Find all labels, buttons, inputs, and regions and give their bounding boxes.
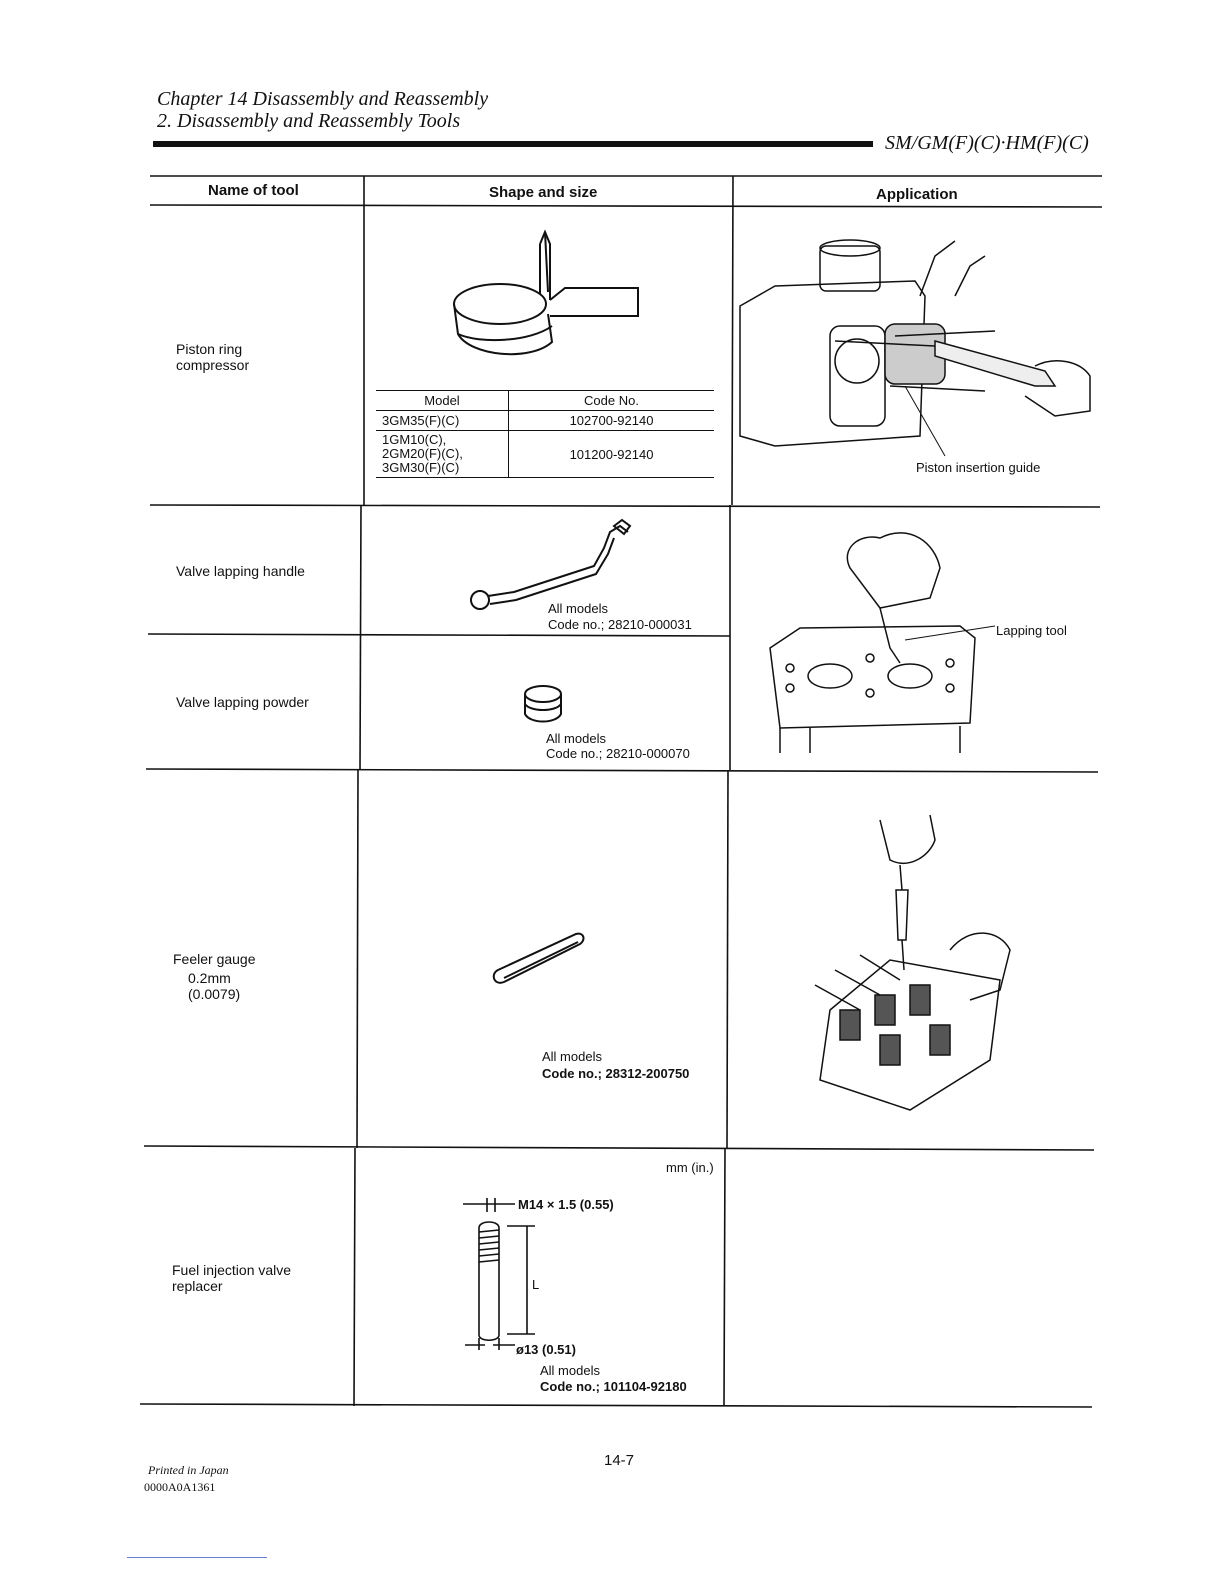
column-header-application: Application xyxy=(876,186,958,203)
fuel-models: All models xyxy=(540,1363,600,1378)
tool-name-valve-lapping-handle: Valve lapping handle xyxy=(176,563,305,579)
unit-label: mm (in.) xyxy=(666,1160,714,1175)
feeler-code: Code no.; 28312-200750 xyxy=(542,1066,690,1081)
model-designation: SM/GM(F)(C)·HM(F)(C) xyxy=(885,132,1089,154)
piston-insertion-illustration xyxy=(735,236,1095,466)
valve-lapping-illustration xyxy=(760,528,1080,758)
printed-in-japan: Printed in Japan xyxy=(148,1463,229,1477)
footnote-divider xyxy=(127,1557,267,1558)
tool-name-fuel-injection-valve-replacer: Fuel injection valve replacer xyxy=(172,1262,292,1294)
tool-name-piston-ring-compressor: Piston ring compressor xyxy=(176,341,250,373)
feeler-gauge-drawing xyxy=(490,928,590,988)
label-lapping-tool: Lapping tool xyxy=(996,623,1067,638)
diameter-spec: ø13 (0.51) xyxy=(516,1342,576,1357)
handle-code: Code no.; 28210-000031 xyxy=(548,617,692,632)
feeler-size-mm: 0.2mm xyxy=(188,970,231,986)
piston-ring-compressor-drawing xyxy=(440,222,650,372)
powder-models: All models xyxy=(546,731,606,746)
handle-models: All models xyxy=(548,601,608,616)
feeler-size-in: (0.0079) xyxy=(188,986,241,1002)
tool-name-feeler-gauge: Feeler gauge xyxy=(173,951,256,967)
section-title: 2. Disassembly and Reassembly Tools xyxy=(157,110,461,132)
label-piston-insertion-guide: Piston insertion guide xyxy=(916,460,1041,475)
document-code: 0000A0A1361 xyxy=(144,1480,216,1494)
thread-spec: M14 × 1.5 (0.55) xyxy=(518,1197,614,1212)
piston-code-table: Model Code No. 3GM35(F)(C) 102700-92140 1GM10(C), 2GM20(F)(C), 3GM30(F)(C) 101200-92140 xyxy=(376,390,714,478)
column-header-shape: Shape and size xyxy=(489,184,598,201)
feeler-models: All models xyxy=(542,1049,602,1064)
chapter-title: Chapter 14 Disassembly and Reassembly xyxy=(157,88,489,110)
length-label: L xyxy=(532,1277,540,1292)
fuel-valve-replacer-drawing xyxy=(455,1190,545,1360)
page-number: 14-7 xyxy=(604,1452,635,1469)
feeler-gauge-illustration xyxy=(800,810,1030,1120)
tool-name-valve-lapping-powder: Valve lapping powder xyxy=(176,694,309,710)
fuel-code: Code no.; 101104-92180 xyxy=(540,1379,687,1394)
powder-code: Code no.; 28210-000070 xyxy=(546,746,690,761)
column-header-name: Name of tool xyxy=(208,182,299,199)
valve-lapping-powder-drawing xyxy=(518,680,568,730)
